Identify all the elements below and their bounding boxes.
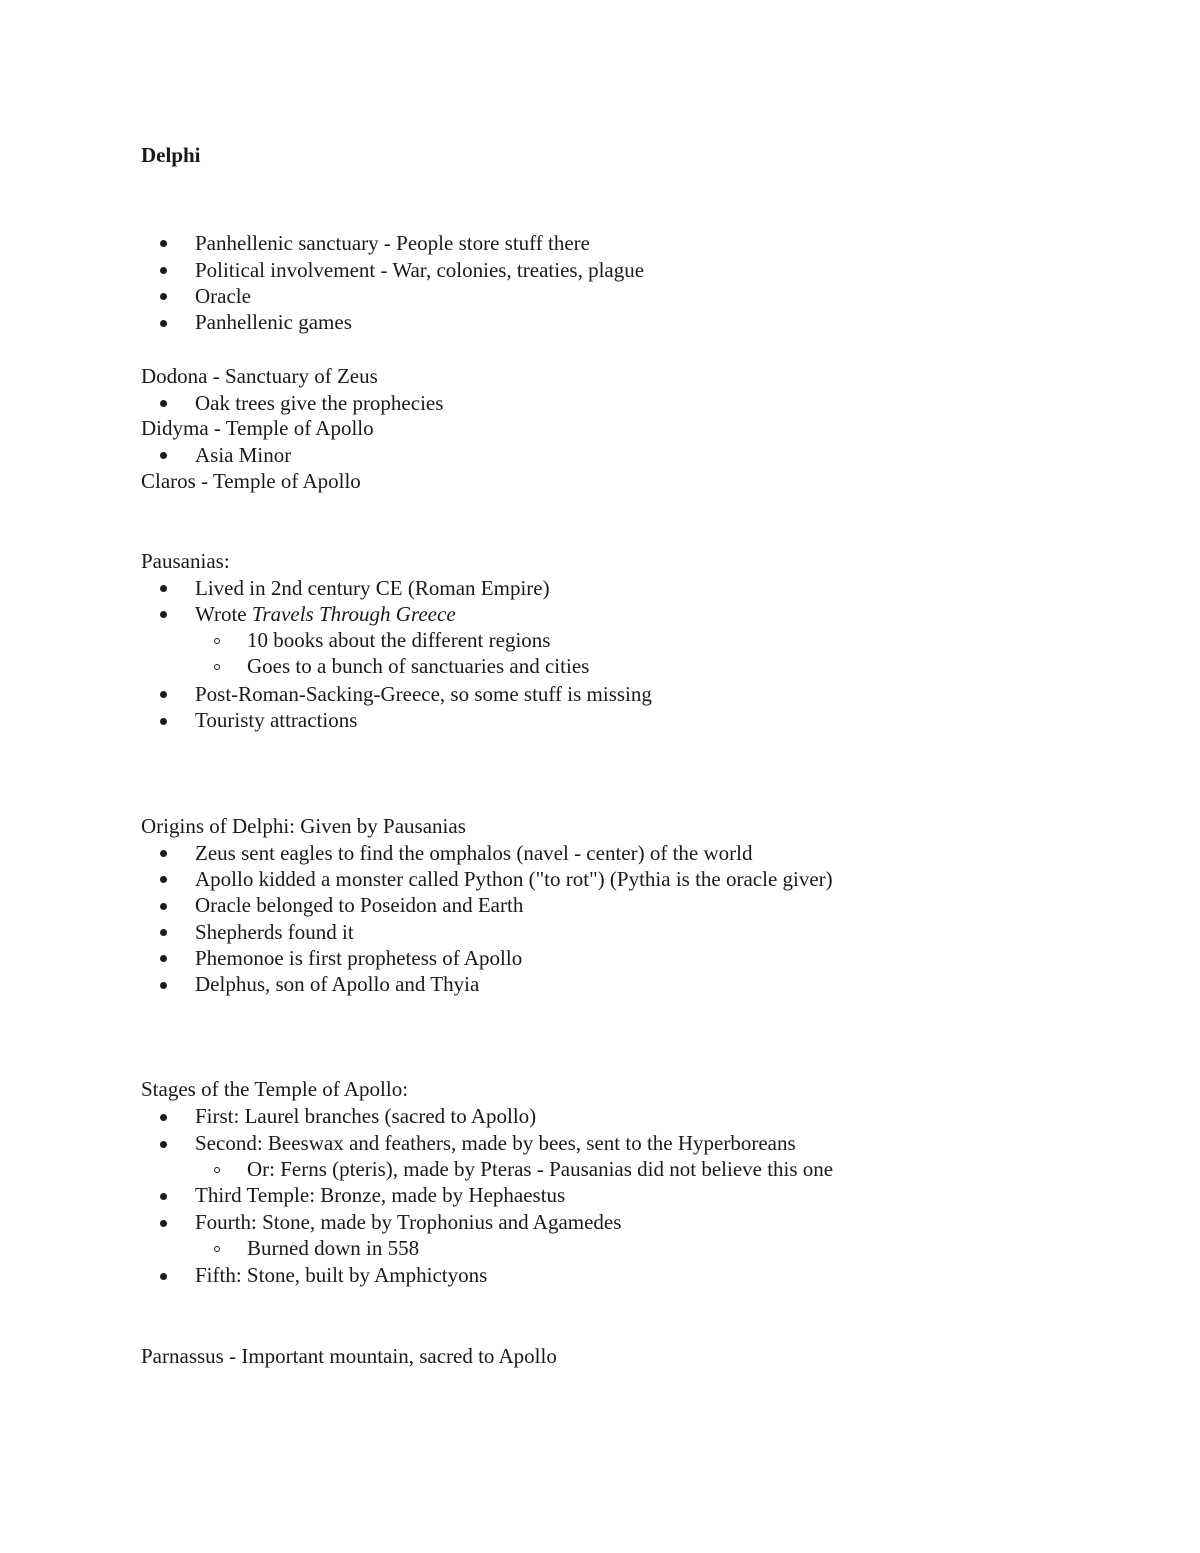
bullet-marker — [160, 293, 167, 300]
bullet-marker — [160, 320, 167, 327]
sub-list-item: Or: Ferns (pteris), made by Pteras - Pausanias did not believe this one — [247, 1157, 834, 1181]
list-item: Panhellenic sanctuary - People store stuff there — [195, 231, 590, 255]
list-item: Second: Beeswax and feathers, made by bees, sent to the Hyperboreans — [195, 1131, 796, 1155]
sub-list-item: Goes to a bunch of sanctuaries and cities — [247, 654, 590, 678]
list-item: Fifth: Stone, built by Amphictyons — [195, 1263, 488, 1287]
bullet-marker — [160, 718, 167, 725]
bullet-marker — [160, 955, 167, 962]
document-title: Delphi — [141, 143, 201, 167]
section-heading-dodona: Dodona - Sanctuary of Zeus — [141, 364, 378, 388]
book-title: Travels Through Greece — [251, 602, 456, 626]
bullet-marker — [160, 1220, 167, 1227]
list-item — [195, 601, 456, 627]
section-heading-didyma: Didyma - Temple of Apollo — [141, 416, 374, 440]
bullet-marker — [160, 1141, 167, 1148]
bullet-marker — [160, 850, 167, 857]
list-item: Fourth: Stone, made by Trophonius and Agamedes — [195, 1210, 622, 1234]
section-heading-origins: Origins of Delphi: Given by Pausanias — [141, 814, 466, 838]
list-item-text: Wrote — [195, 602, 252, 626]
bullet-marker — [160, 691, 167, 698]
bullet-marker — [160, 929, 167, 936]
list-item: Third Temple: Bronze, made by Hephaestus — [195, 1183, 566, 1207]
list-item: Touristy attractions — [195, 708, 358, 732]
list-item: Political involvement - War, colonies, treaties, plague — [195, 258, 645, 282]
sub-list-item: Burned down in 558 — [247, 1236, 420, 1260]
list-item: Oracle belonged to Poseidon and Earth — [195, 893, 524, 917]
bullet-marker — [160, 400, 167, 407]
bullet-marker — [160, 1273, 167, 1280]
list-item: Panhellenic games — [195, 310, 352, 334]
bullet-marker — [160, 1114, 167, 1121]
sub-bullet-marker — [214, 638, 220, 644]
list-item: Lived in 2nd century CE (Roman Empire) — [195, 576, 550, 600]
parnassus-line: Parnassus - Important mountain, sacred to Apollo — [141, 1344, 557, 1368]
list-item: Oracle — [195, 284, 251, 308]
bullet-marker — [160, 452, 167, 459]
sub-list-item: 10 books about the different regions — [247, 628, 551, 652]
bullet-marker — [160, 876, 167, 883]
section-heading-pausanias: Pausanias: — [141, 549, 230, 573]
bullet-marker — [160, 240, 167, 247]
section-heading-stages: Stages of the Temple of Apollo: — [141, 1077, 409, 1101]
sub-bullet-marker — [214, 1167, 220, 1173]
bullet-marker — [160, 611, 167, 618]
bullet-marker — [160, 585, 167, 592]
list-item: Apollo kidded a monster called Python ("to rot") (Pythia is the oracle giver) — [195, 867, 833, 891]
bullet-marker — [160, 1193, 167, 1200]
list-item: Phemonoe is first prophetess of Apollo — [195, 946, 523, 970]
bullet-marker — [160, 982, 167, 989]
sub-bullet-marker — [214, 664, 220, 670]
list-item: Delphus, son of Apollo and Thyia — [195, 972, 480, 996]
bullet-marker — [160, 267, 167, 274]
list-item: Oak trees give the prophecies — [195, 391, 444, 415]
list-item: Shepherds found it — [195, 920, 354, 944]
list-item: Post-Roman-Sacking-Greece, so some stuff is missing — [195, 682, 652, 706]
bullet-marker — [160, 903, 167, 910]
list-item: Zeus sent eagles to find the omphalos (navel - center) of the world — [195, 841, 753, 865]
list-item: Asia Minor — [195, 443, 292, 467]
list-item: First: Laurel branches (sacred to Apollo) — [195, 1104, 537, 1128]
section-heading-claros: Claros - Temple of Apollo — [141, 469, 361, 493]
sub-bullet-marker — [214, 1246, 220, 1252]
